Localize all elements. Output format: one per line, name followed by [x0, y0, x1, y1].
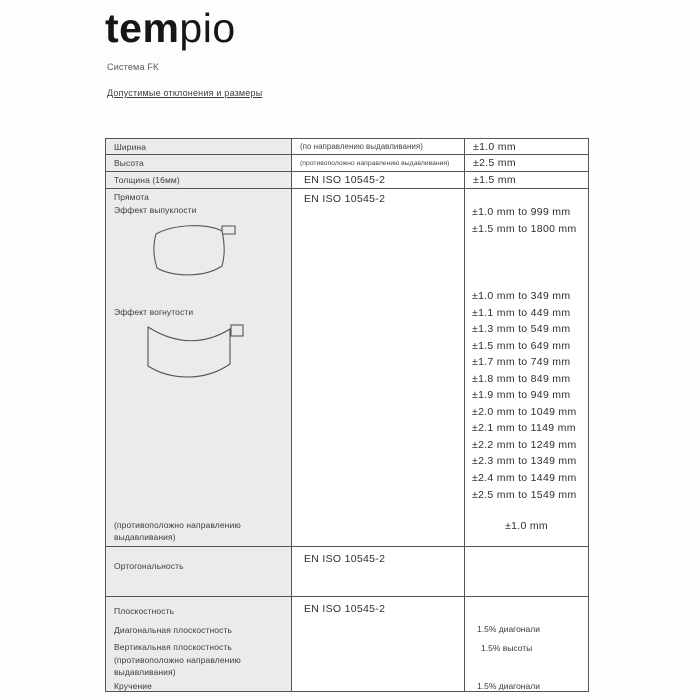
convex-tile-profile-diagram	[152, 221, 240, 279]
brand-logo	[105, 5, 236, 51]
concave-value: ±1.7 mm to 749 mm	[472, 356, 571, 369]
concave-value: ±2.2 mm to 1249 mm	[472, 438, 577, 451]
concave-value: ±1.1 mm to 449 mm	[472, 306, 571, 319]
diagonal-flatness-value: 1.5% диагонали	[477, 624, 540, 634]
diagonal-flatness-label: Диагональная плоскостность	[114, 625, 232, 635]
concave-value: ±1.3 mm to 549 mm	[472, 323, 571, 336]
convex-values-list	[472, 204, 577, 238]
vertical-flatness-label: Вертикальная плоскостность (противоположно направлению выдавливания)	[114, 642, 241, 677]
orthogonality-standard-cell	[292, 547, 465, 597]
tolerances-section-link[interactable]: Допустимые отклонения и размеры	[107, 88, 263, 98]
flatness-values-cell	[465, 597, 588, 691]
width-value: ±1.0 mm	[473, 140, 516, 153]
vertical-flatness-value: 1.5% высоты	[481, 643, 533, 653]
height-note: (противоположно направлению выдавливания)	[300, 159, 450, 167]
thickness-row-value-cell	[465, 172, 588, 189]
concave-value: ±1.5 mm to 649 mm	[472, 339, 571, 352]
straightness-values-cell	[465, 189, 588, 547]
concave-value: ±2.5 mm to 1549 mm	[472, 488, 577, 501]
thickness-row-standard-cell	[292, 172, 465, 189]
height-label: Высота	[114, 158, 144, 168]
thickness-value: ±1.5 mm	[473, 174, 516, 186]
concave-value: ±1.8 mm to 849 mm	[472, 372, 571, 385]
height-row-note-cell	[292, 155, 465, 172]
concave-value: ±2.4 mm to 1449 mm	[472, 472, 577, 485]
brand-logo-bold: tem	[105, 5, 180, 51]
straightness-opposite-value: ±1.0 mm	[505, 520, 548, 532]
convex-value: ±1.0 mm to 999 mm	[472, 206, 571, 218]
width-row-value-cell	[465, 139, 588, 155]
height-row-value-cell	[465, 155, 588, 172]
flatness-standard-cell	[292, 597, 465, 691]
concave-tile-profile-diagram	[146, 320, 250, 384]
tolerances-table	[105, 138, 589, 692]
straightness-label: Прямота	[114, 192, 149, 202]
concave-values-list	[472, 288, 577, 503]
orthogonality-standard: EN ISO 10545-2	[304, 553, 386, 565]
thickness-standard: EN ISO 10545-2	[304, 174, 386, 186]
height-value: ±2.5 mm	[473, 157, 516, 169]
concave-value: ±2.3 mm to 1349 mm	[472, 455, 577, 468]
orthogonality-label: Ортогональность	[114, 561, 184, 571]
concave-value: ±1.9 mm to 949 mm	[472, 389, 571, 402]
concave-value: ±1.0 mm to 349 mm	[472, 290, 571, 302]
thickness-label: Толщина (16мм)	[114, 175, 180, 185]
orthogonality-value-cell	[465, 547, 588, 597]
width-note: (по направлению выдавливания)	[300, 142, 423, 151]
width-row-label-cell	[106, 139, 292, 155]
torsion-value: 1.5% диагонали	[477, 681, 540, 691]
convex-effect-label: Эффект выпуклости	[114, 205, 197, 215]
thickness-row-label-cell	[106, 172, 292, 189]
straightness-opposite-label: (противоположно направлению выдавливания)	[114, 520, 241, 542]
straightness-standard: EN ISO 10545-2	[304, 193, 386, 205]
orthogonality-label-cell	[106, 547, 292, 597]
straightness-standard-cell	[292, 189, 465, 547]
concave-value: ±2.0 mm to 1049 mm	[472, 405, 577, 418]
concave-effect-label: Эффект вогнутости	[114, 307, 194, 317]
convex-value: ±1.5 mm to 1800 mm	[472, 223, 577, 235]
system-subtitle: Система FK	[107, 62, 160, 72]
width-label: Ширина	[114, 141, 147, 152]
width-row-note-cell	[292, 139, 465, 155]
straightness-label-cell	[106, 189, 292, 547]
height-row-label-cell	[106, 155, 292, 172]
flatness-label: Плоскостность	[114, 606, 175, 616]
concave-value: ±2.1 mm to 1149 mm	[472, 422, 576, 435]
torsion-label: Кручение	[114, 681, 152, 691]
flatness-standard: EN ISO 10545-2	[304, 603, 386, 615]
flatness-label-cell	[106, 597, 292, 691]
brand-logo-light: pio	[179, 5, 236, 51]
